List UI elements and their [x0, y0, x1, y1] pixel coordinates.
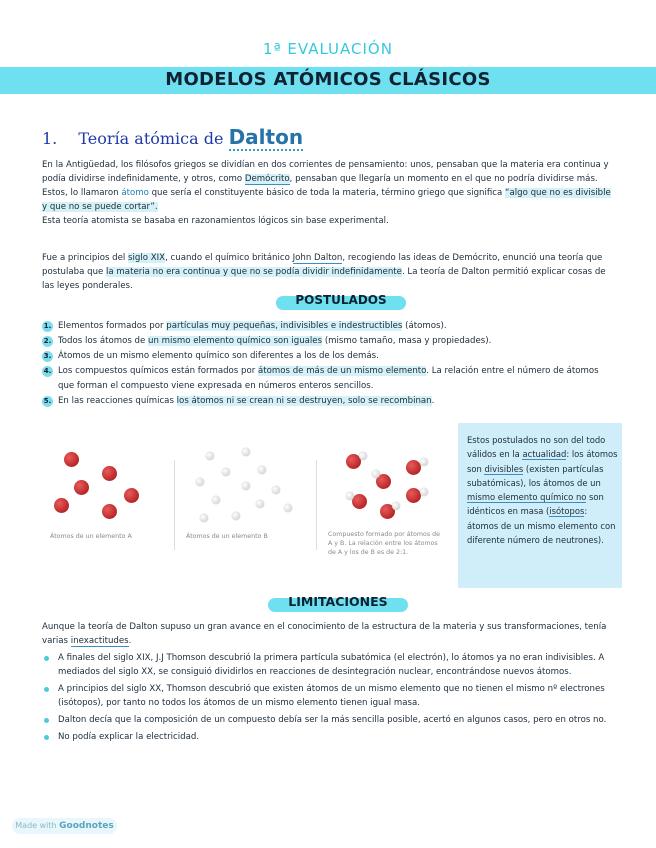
highlight: átomos de más de un mismo elemento	[257, 366, 427, 376]
atom-b	[284, 504, 292, 512]
item-number: 2.	[43, 337, 52, 345]
atom-b	[200, 514, 208, 522]
text-run: Esta teoría atomista se basaba en razonamientos lógicos sin base experimental.	[42, 216, 389, 226]
text-run: (mismo tamaño, masa y propiedades).	[324, 336, 492, 346]
text-run: En las reacciones químicas	[58, 396, 174, 406]
postulados-list	[42, 319, 614, 409]
section-title-name: Dalton	[228, 125, 304, 149]
atom-b	[242, 448, 250, 456]
text-run: , cuando el químico británico	[165, 253, 290, 263]
caption-element-a: Átomos de un elemento A	[50, 533, 132, 540]
item-number: 3.	[43, 352, 52, 360]
item-number: 1.	[43, 322, 52, 330]
molecule-atom	[406, 488, 421, 503]
highlight-divisibles: divisibles	[484, 463, 524, 474]
text-run: son idénticos en masa (	[467, 492, 604, 517]
highlight-mismo: mismo elemento químico no	[467, 492, 587, 503]
list-item	[42, 334, 614, 349]
text-run: Aunque la teoría de Dalton supuso un gran avance en el conocimiento de la estructura de la materia y sus transformaciones, tenía varias	[42, 622, 607, 646]
text-run: : los átomos son	[467, 449, 618, 474]
divider	[174, 460, 175, 550]
page-title: MODELOS ATÓMICOS CLÁSICOS	[165, 69, 491, 90]
atom-b	[196, 478, 204, 486]
atom-b	[232, 512, 240, 520]
molecule-atom	[392, 502, 400, 510]
molecule-atom	[406, 460, 421, 475]
text-run: . La relación entre el número de átomos que forman el compuesto viene expresada en números enteros sencillos.	[58, 366, 599, 391]
molecule-atom	[346, 492, 354, 500]
limitaciones-heading: LIMITACIONES	[288, 594, 388, 609]
molecule-atom	[420, 458, 428, 466]
text-run: que sería el constituyente básico de toda la materia, término griego que significa	[151, 188, 503, 198]
text-run: (existen partículas subatómicas), los átomos de un	[467, 463, 604, 488]
brand-label: Goodnotes	[59, 821, 114, 831]
made-with-label: Made with	[15, 821, 57, 830]
text-run: , pensaban que llegaría un momento en el que no podría dividirse más. Estos, lo llamaron	[42, 174, 598, 198]
text-run: , recogiendo las ideas de Demócrito, enunció una teoría que postulaba que	[42, 253, 603, 277]
list-item: Dalton decía que la composición de un compuesto debía ser la más sencilla posible, acertó en algunos casos, pero en otros no.	[42, 713, 614, 727]
highlight-dalton: John Dalton	[292, 253, 343, 263]
atom-b	[206, 452, 214, 460]
text-run: (átomos).	[405, 321, 447, 331]
text-run: . La teoría de Dalton permitió explicar cosas de las leyes ponderales.	[42, 267, 606, 291]
atom-a	[74, 480, 89, 495]
atom-b	[212, 496, 220, 504]
highlight-actualidad: actualidad	[522, 449, 567, 460]
highlight-siglo: siglo XIX	[128, 253, 166, 263]
text-run: : átomos de un mismo elemento con diferente número de neutrones).	[467, 506, 616, 546]
highlight-continua: la materia no era continua y que no se podía dividir indefinidamente	[106, 267, 402, 277]
atom-a	[102, 504, 117, 519]
text-run: .	[431, 396, 435, 406]
molecule-atom	[372, 470, 380, 478]
atom-b	[256, 500, 264, 508]
highlight: los átomos ni se crean ni se destruyen, solo se recombinan	[176, 396, 432, 406]
atom-b	[242, 482, 250, 490]
postulados-heading: POSTULADOS	[295, 293, 387, 307]
item-number: 4.	[43, 367, 52, 375]
highlight: partículas muy pequeñas, indivisibles e indestructibles	[166, 321, 403, 331]
section-title: Teoría atómica de	[78, 129, 224, 148]
text-run: Los compuestos químicos están formados por	[58, 366, 256, 376]
text-run: Elementos formados por	[58, 321, 164, 331]
molecule-atom	[359, 452, 367, 460]
dalton-paragraph	[42, 251, 614, 293]
note-text	[467, 433, 619, 547]
evaluation-label: 1ª EVALUACIÓN	[263, 40, 393, 58]
caption-compound: Compuesto formado por átomos de A y B. La relación entre los átomos de A y los de B es de 2:1.	[328, 531, 441, 556]
list-item	[42, 349, 614, 364]
atom-a	[102, 466, 117, 481]
list-item	[42, 364, 614, 394]
section-heading	[42, 125, 303, 149]
list-item	[42, 319, 614, 334]
item-number: 5.	[43, 397, 52, 405]
list-item: No podía explicar la electricidad.	[42, 730, 614, 744]
intro-paragraph	[42, 158, 614, 228]
divider	[316, 460, 317, 550]
highlight: un mismo elemento químico son iguales	[148, 336, 323, 346]
atoms-figure	[46, 440, 446, 570]
section-number: 1.	[42, 129, 58, 148]
text-run: Átomos de un mismo elemento químico son diferentes a los de los demás.	[58, 351, 379, 361]
atom-a	[124, 488, 139, 503]
list-item: A finales del siglo XIX, J.J Thomson descubrió la primera partícula subatómica (el electrón), lo átomos ya no eran indivisibles. A mediados del siglo XX, se consiguió dividirlos en reacciones de desintegración nuclear, encontrándose nuevos átomos.	[42, 651, 614, 679]
list-item	[42, 394, 614, 409]
molecule-atom	[352, 494, 367, 509]
atom-b	[258, 466, 266, 474]
highlight-isotopos: isótopos	[549, 506, 585, 517]
made-with-badge	[12, 818, 117, 834]
atom-b	[222, 468, 230, 476]
text-run: Estos postulados no son del todo válidos en la	[467, 435, 606, 460]
atom-a	[54, 498, 69, 513]
atom-a	[64, 452, 79, 467]
limitaciones-intro	[42, 620, 614, 648]
highlight-inexactitudes: inexactitudes	[70, 636, 129, 646]
highlight-democrito: Demócrito	[244, 174, 290, 184]
text-run: .	[128, 636, 132, 646]
text-run: En la Antigüedad, los filósofos griegos se dividían en dos corrientes de pensamiento: unos, pensaban que la materia era continua y podía dividirse indefinidamente, y otros, como	[42, 160, 609, 184]
atom-b	[272, 486, 280, 494]
highlight-quote: “algo que no es divisible y que no se puede cortar”.	[42, 188, 611, 212]
text-run: Fue a principios del	[42, 253, 126, 263]
highlight-atomo: átomo	[121, 188, 149, 198]
text-run: Todos los átomos de	[58, 336, 146, 346]
limitaciones-list	[42, 651, 614, 747]
caption-element-b: Átomos de un elemento B	[186, 533, 268, 540]
list-item: A principios del siglo XX, Thomson descubrió que existen átomos de un mismo elemento que no tienen el mismo nº electrones (isótopos), por tanto no todos los átomos de un mismo elemento tienen igual masa.	[42, 682, 614, 710]
molecule-atom	[420, 488, 428, 496]
